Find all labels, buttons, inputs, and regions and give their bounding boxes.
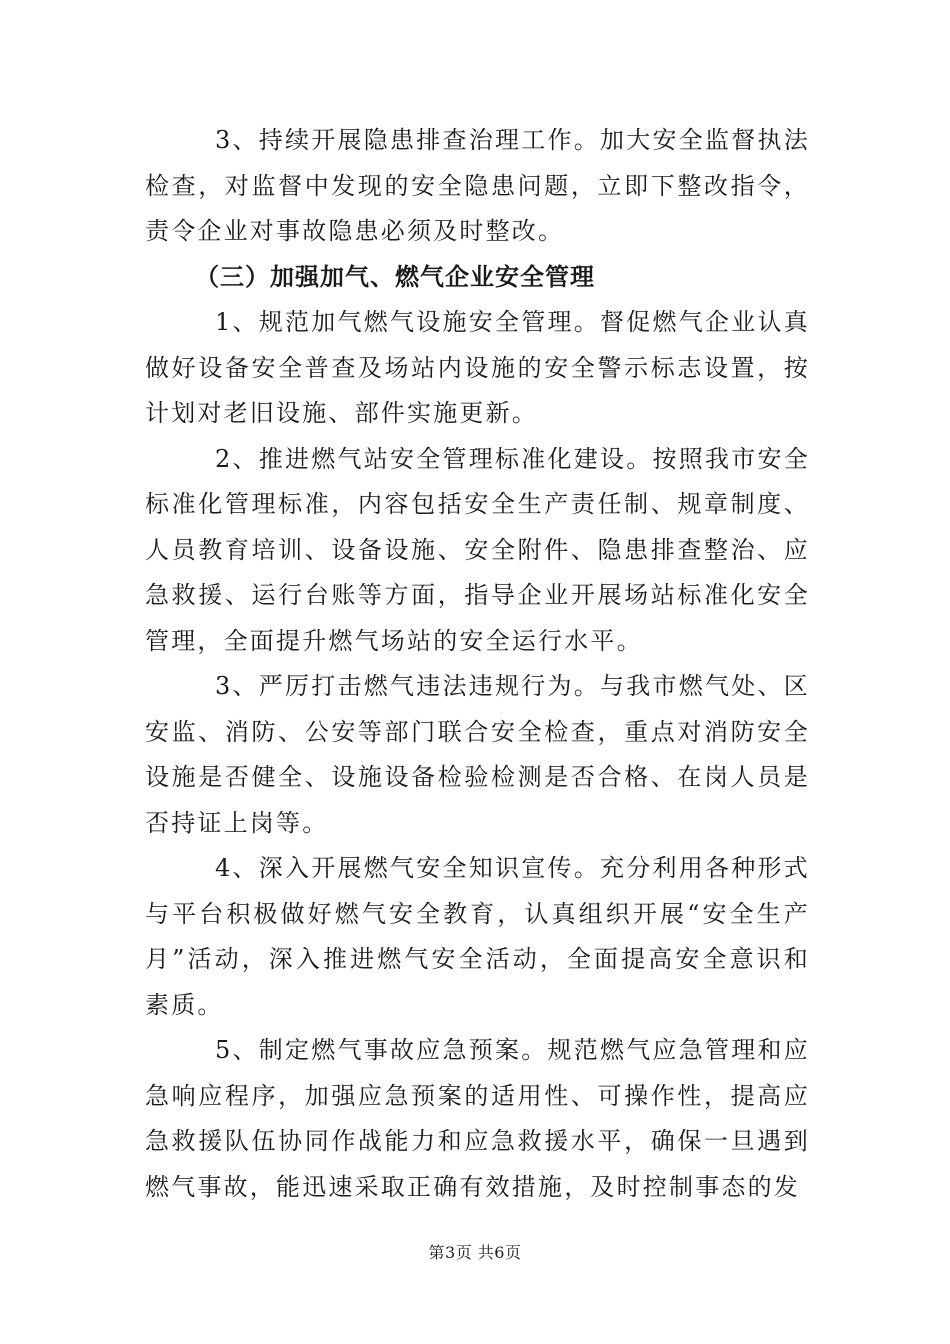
page-number: 第3页 共6页	[428, 1243, 522, 1262]
section-heading: （三）加强加气、燃气企业安全管理	[195, 262, 595, 291]
paragraph-facility-management: 1、规范加气燃气设施安全管理。督促燃气企业认真做好设备安全普查及场站内设施的安全警示标志设置，按计划对老旧设施、部件实施更新。	[145, 308, 810, 427]
paragraph-standardization: 2、推进燃气站安全管理标准化建设。按照我市安全标准化管理标准，内容包括安全生产责任制、规章制度、人员教育培训、设备设施、安全附件、隐患排查整治、应急救援、运行台账等方面，指导企业开展场站标准化安全管理，全面提升燃气场站的安全运行水平。	[145, 444, 810, 655]
paragraph-emergency-plan: 5、制定燃气事故应急预案。规范燃气应急管理和应急响应程序，加强应急预案的适用性、可操作性，提高应急救援队伍协同作战能力和应急救援水平，确保一旦遇到燃气事故，能迅速采取正确有效措施，及时控制事态的发	[145, 1036, 810, 1201]
document-body	[145, 118, 810, 1210]
paragraph-hazard-inspection: 3、持续开展隐患排查治理工作。加大安全监督执法检查，对监督中发现的安全隐患问题，立即下整改指令，责令企业对事故隐患必须及时整改。	[145, 126, 810, 245]
paragraph-enforcement: 3、严厉打击燃气违法违规行为。与我市燃气处、区安监、消防、公安等部门联合安全检查，重点对消防安全设施是否健全、设施设备检验检测是否合格、在岗人员是否持证上岗等。	[145, 672, 810, 837]
paragraph-safety-publicity: 4、深入开展燃气安全知识宣传。充分利用各种形式与平台积极做好燃气安全教育，认真组织开展“安全生产月”活动，深入推进燃气安全活动，全面提高安全意识和素质。	[145, 854, 810, 1019]
